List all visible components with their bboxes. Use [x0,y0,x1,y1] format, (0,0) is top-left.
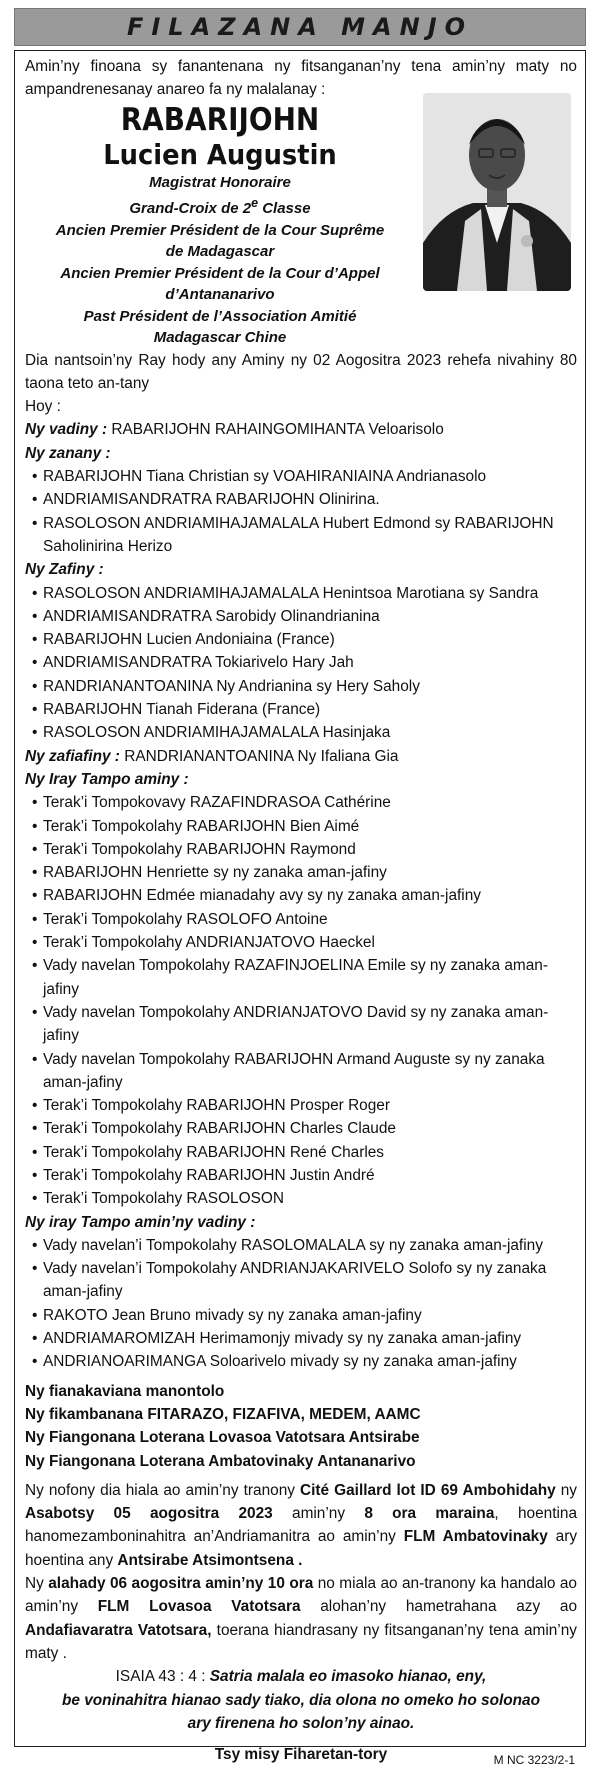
title-line: de Madagascar [165,243,275,261]
great-grandchild-name: RANDRIANANTOANINA Ny Ifaliana Gia [124,747,399,765]
sibling-item: • Terak’i Tompokolahy RASOLOSON [25,1187,577,1210]
grandchild-item: • RABARIJOHN Lucien Andoniaina (France) [25,628,577,651]
death-announcement: Dia nantsoin’ny Ray hody any Aminy ny 02 Aogositra 2023 rehefa nivahiny 80 taona teto an-tany [25,351,577,392]
title-line: Ancien Premier Président de la Cour d’Appel [60,264,380,282]
notice-title: FILAZANA MANJO [126,13,474,41]
funeral-text-run: Andafiavaratra Vatotsara, [25,1621,212,1639]
spouse-line [25,418,577,441]
sibling-item: • Vady navelan Tompokolahy RAZAFINJOELINA Emile sy ny zanaka aman-jafiny [25,954,577,1001]
funeral-text-run: alahady 06 aogositra amin’ny 10 ora [48,1575,314,1593]
spouse-name: RABARIJOHN RAHAINGOMIHANTA Veloarisolo [111,421,444,439]
grandchild-item: • RASOLOSON ANDRIAMIHAJAMALALA Hasinjaka [25,721,577,744]
grandchild-item: • ANDRIAMISANDRATRA Tokiarivelo Hary Jah [25,651,577,674]
sibling-item: • RABARIJOHN Edmée mianadahy avy sy ny zanaka aman-jafiny [25,884,577,907]
notice-content [25,55,577,1766]
grandchild-item: • RABARIJOHN Tianah Fiderana (France) [25,698,577,721]
funeral-paragraph-2 [25,1572,577,1665]
sibling-item: • Terak’i Tompokolahy RABARIJOHN Prosper Roger [25,1094,577,1117]
funeral-text-run: FLM Ambatovinaky [403,1528,548,1546]
deceased-surname: RABARIJOHN [120,101,320,138]
funeral-paragraph-1 [25,1479,577,1572]
organization-item: Ny Fiangonana Loterana Ambatovinaky Antananarivo [25,1452,416,1470]
bible-verse [25,1665,577,1735]
sibling-item: • Vady navelan Tompokolahy ANDRIANJATOVO David sy ny zanaka aman-jafiny [25,1001,577,1048]
title-line: Ancien Premier Président de la Cour Suprême [55,221,385,239]
verse-text: Satria malala eo imasoko hianao, eny, [209,1668,487,1686]
spouse-sibling-item: • ANDRIAMAROMIZAH Herimamonjy mivady sy ny zanaka aman-jafiny [25,1327,577,1350]
funeral-text-run: ny [555,1481,577,1499]
deceased-given-names: Lucien Augustin [103,137,337,171]
funeral-text-run: Ny [25,1575,49,1593]
sibling-item: • Terak’i Tompokolahy RABARIJOHN Raymond [25,838,577,861]
grandchildren-list [25,582,577,745]
children-list [25,465,577,558]
sibling-item: • Vady navelan Tompokolahy RABARIJOHN Armand Auguste sy ny zanaka aman-jafiny [25,1048,577,1095]
child-item: • RASOLOSON ANDRIAMIHAJAMALALA Hubert Edmond sy RABARIJOHN Saholinirina Herizo [25,512,577,559]
children-label: Ny zanany : [25,444,111,462]
sibling-item: • Terak’i Tompokolahy RABARIJOHN Bien Aimé [25,815,577,838]
spouse-sibling-item: • ANDRIANOARIMANGA Soloarivelo mivady sy ny zanaka aman-jafiny [25,1350,577,1373]
grandchild-item: • RASOLOSON ANDRIAMIHAJAMALALA Henintsoa Marotiana sy Sandra [25,582,577,605]
funeral-text-run: no miala ao an-tranony ka handalo ao amin’ny [25,1575,577,1616]
spouse-sibling-item: • Vady navelan’i Tompokolahy RASOLOMALALA sy ny zanaka aman-jafiny [25,1234,577,1257]
spouse-label: Ny vadiny : [25,421,108,439]
sibling-item: • Terak’i Tompokolahy RASOLOFO Antoine [25,908,577,931]
child-item: • RABARIJOHN Tiana Christian sy VOAHIRANIAINA Andrianasolo [25,465,577,488]
sibling-item: • Terak’i Tompokolahy RABARIJOHN Justin André [25,1164,577,1187]
verse-line-2: be voninahitra hianao sady tiako, dia olona no omeko ho solonao [61,1691,541,1709]
organization-item: Ny fikambanana FITARAZO, FIZAFIVA, MEDEM, AAMC [25,1405,421,1423]
reference-code: M NC 3223/2-1 [493,1753,575,1768]
funeral-text-run: alohan’ny hametrahana azy ao [300,1598,578,1616]
funeral-text-run: Cité Gaillard lot ID 69 Ambohidahy [300,1481,556,1499]
spouse-siblings-label: Ny iray Tampo amin’ny vadiny : [25,1213,256,1231]
great-grandchild-line [25,745,577,768]
sibling-item: • RABARIJOHN Henriette sy ny zanaka aman-jafiny [25,861,577,884]
funeral-text-run: ary hoentina any [25,1528,578,1569]
spouse-sibling-item: • RAKOTO Jean Bruno mivady sy ny zanaka aman-jafiny [25,1304,577,1327]
funeral-text-run: Asabotsy 05 aogositra 2023 [25,1505,273,1523]
verse-line-1 [25,1665,577,1688]
grandchild-item: • ANDRIAMISANDRATRA Sarobidy Olinandrianina [25,605,577,628]
intro-text: Amin’ny finoana sy fanantenana ny fitsanganan’ny tena amin’ny maty no ampandrenesanay anareo fa ny malalanay : [25,58,577,99]
organization-item: Ny fianakaviana manontolo [25,1382,225,1400]
sibling-item: • Terak’i Tompokolahy RABARIJOHN René Charles [25,1141,577,1164]
funeral-text-run: 8 ora maraina [364,1505,495,1523]
sibling-item: • Terak’i Tompokovavy RAZAFINDRASOA Cathérine [25,791,577,814]
funeral-text-run: Ny nofony dia hiala ao amin’ny tranony [25,1481,301,1499]
title-line: Past Président de l’Association Amitié [83,307,357,325]
spouse-siblings-list [25,1234,577,1374]
child-item: • ANDRIAMISANDRATRA RABARIJOHN Olinirina. [25,488,577,511]
organizations-list [25,1380,577,1473]
siblings-label: Ny Iray Tampo aminy : [25,770,189,788]
hoy-label: Hoy : [25,398,61,416]
organization-item: Ny Fiangonana Loterana Lovasoa Vatotsara Antsirabe [25,1429,420,1447]
siblings-list [25,791,577,1210]
verse-reference: ISAIA 43 : 4 : [115,1668,210,1686]
funeral-text-run: , hoentina hanomezamboninahitra an’Andriamanitra ao amin’ny [25,1505,578,1546]
funeral-text-run: Antsirabe Atsimontsena . [117,1551,303,1569]
title-line: d’Antananarivo [165,286,275,304]
notice-box [14,50,586,1768]
grandchildren-label: Ny Zafiny : [25,561,104,579]
sibling-item: • Terak’i Tompokolahy RABARIJOHN Charles Claude [25,1117,577,1140]
grandchild-item: • RANDRIANANTOANINA Ny Andrianina sy Hery Saholy [25,675,577,698]
spouse-sibling-item: • Vady navelan’i Tompokolahy ANDRIANJAKARIVELO Solofo sy ny zanaka aman-jafiny [25,1257,577,1304]
funeral-text-run: FLM Lovasoa Vatotsara [97,1598,301,1616]
sibling-item: • Terak’i Tompokolahy ANDRIANJATOVO Haeckel [25,931,577,954]
funeral-text-run: amin’ny [272,1505,365,1523]
title-line: Magistrat Honoraire [149,173,291,191]
header-banner [14,8,586,46]
title-line-grand-croix: Grand-Croix de 2e Classe [129,196,311,218]
title-line: Madagascar Chine [153,329,287,347]
funeral-text-run: toerana hiandrasany ny fitsanganan’ny tena amin’ny maty . [25,1621,577,1662]
great-grandchild-label: Ny zafiafiny : [25,747,120,765]
verse-line-3: ary firenena ho solon’ny ainao. [187,1714,415,1732]
honorific-titles [25,172,415,349]
signoff-text: Tsy misy Fiharetan-tory [214,1746,388,1764]
